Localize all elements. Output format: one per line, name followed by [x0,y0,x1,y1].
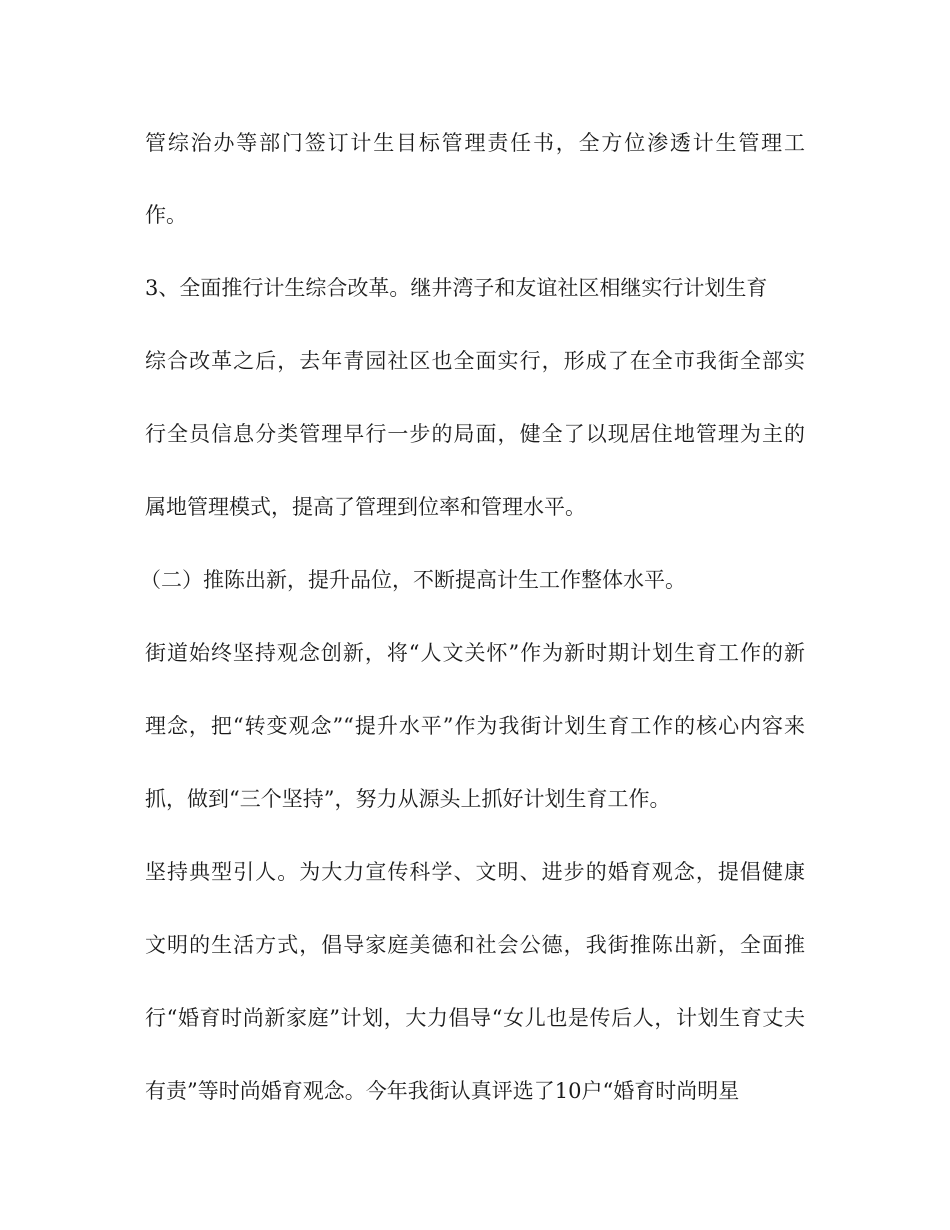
text-line-8: 街道始终坚持观念创新，将“人文关怀”作为新时期计划生育工作的新 [145,641,805,665]
text-line-14: 有责”等时尚婚育观念。今年我街认真评选了10户“婚育时尚明星 [145,1079,740,1103]
text-line-9: 理念，把“转变观念”“提升水平”作为我街计划生育工作的核心内容来 [145,714,805,738]
text-line-13: 行“婚育时尚新家庭”计划，大力倡导“女儿也是传后人，计划生育丈夫 [145,1006,805,1030]
text-line-3: 3、全面推行计生综合改革。继井湾子和友谊社区相继实行计划生育 [145,276,768,300]
text-line-5: 行全员信息分类管理早行一步的局面，健全了以现居住地管理为主的 [145,422,805,446]
text-line-11: 坚持典型引人。为大力宣传科学、文明、进步的婚育观念，提倡健康 [145,860,805,884]
section-heading: （二）推陈出新，提升品位，不断提高计生工作整体水平。 [140,568,686,592]
text-line-6: 属地管理模式，提高了管理到位率和管理水平。 [145,495,586,519]
text-line-2: 作。 [145,203,187,227]
text-line-4: 综合改革之后，去年青园社区也全面实行，形成了在全市我街全部实 [145,349,805,373]
text-line-1: 管综治办等部门签订计生目标管理责任书，全方位渗透计生管理工 [145,131,805,155]
text-line-12: 文明的生活方式，倡导家庭美德和社会公德，我街推陈出新，全面推 [145,933,805,957]
text-line-10: 抓，做到“三个坚持”，努力从源头上抓好计划生育工作。 [145,787,671,811]
